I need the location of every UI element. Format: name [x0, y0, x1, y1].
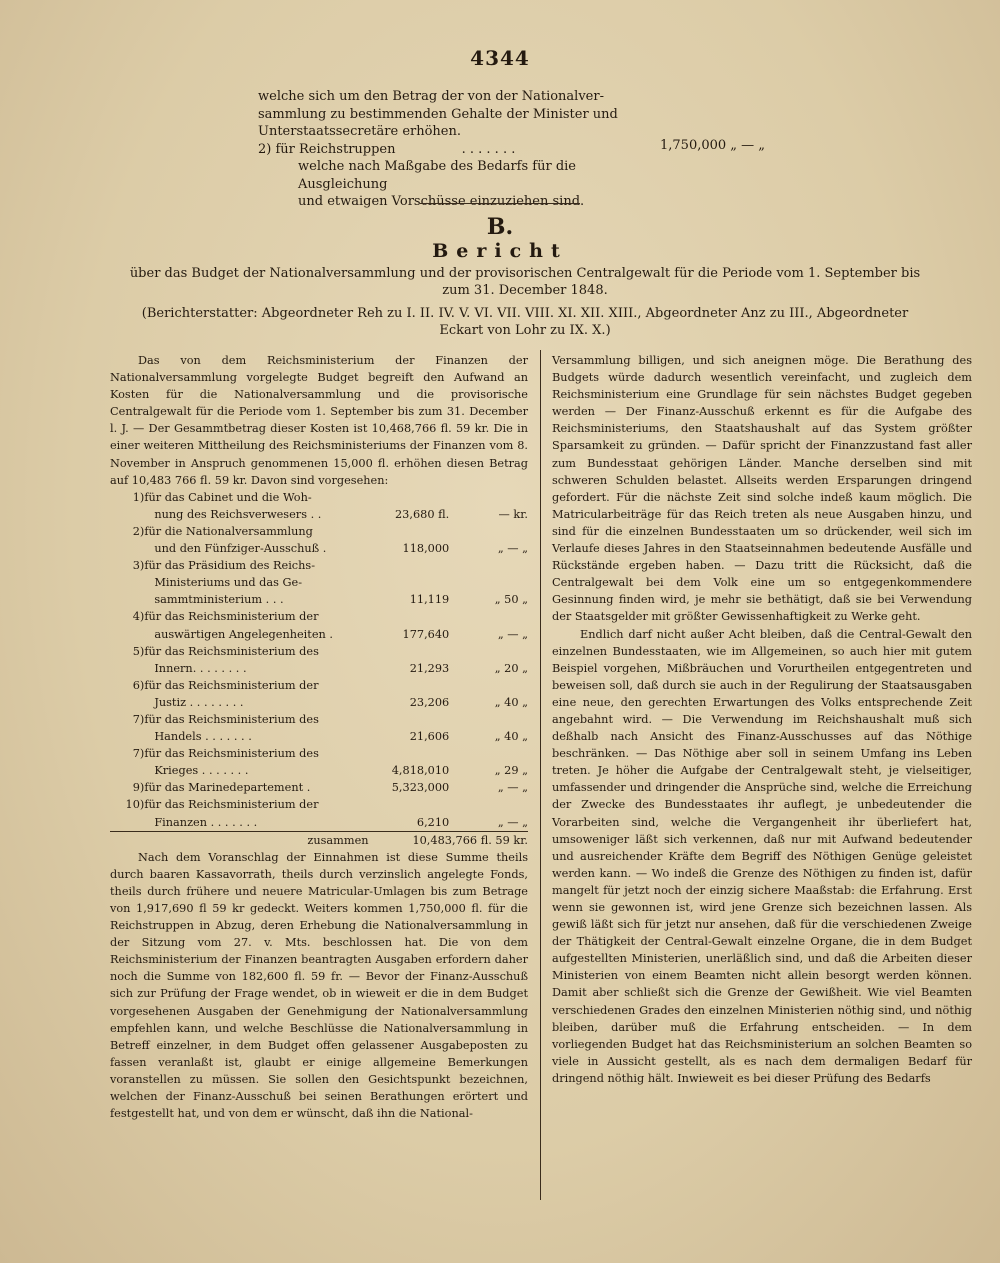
item-unit: „ 40 „ [494, 730, 528, 744]
item-amount: 23,206 [409, 695, 450, 709]
budget-item-row [110, 523, 528, 540]
column-divider [540, 350, 541, 1200]
item-number: 9) [132, 781, 145, 795]
right-paragraph: Endlich darf nicht außer Acht bleiben, daß die Central-Gewalt den einzelnen Bundesstaaten, wie im Allgemeinen, so auch hier mit gutem Beispiel vorgehen, Mißbräuchen und Vorurtheilen entgegentreten und beweisen soll, daß durch sie auch in der Regulirung der Staatsausgaben eine neue, den gerechten Erwartungen des Volks entsprechende Zeit angebahnt wird. — Die Verwendung im Reichshaushalt muß sich deßhalb nach Ansicht des Finanz-Ausschusses auf das Nöthige beschränken. — Das Nöthige aber soll in seinem Umfang ins Leben treten. Je höher die Aufgabe der Centralgewalt steht, je vielseitiger, umfassender und dringender die Ansprüche sind, welche die Erreichung der Zwecke des Bundesstaates ihr auflegt, je unbedeutender die Vorarbeiten sind, welche die Vergangenheit ihr überliefert hat, umsoweniger läßt sich verkennen, daß nur mit Aufwand bedeutender und ausreichender Kräfte dem Begriff des Nöthigen Genüge geleistet werden kann. — Wo indeß die Grenze des Nöthigen zu finden ist, dafür mangelt für jetzt noch der einzig sichere Maaßstab: die Erfahrung. Erst wenn sie gewonnen ist, wird jene Grenze sich bezeichnen lassen. Als gewiß läßt sich für jetzt nur ansehen, daß für die verschiedenen Zweige der Thätigkeit der Central-Gewalt einzelne Organe, die in dem Budget aufgestellten Ministerien, unerläßlich sind, und daß die Arbeiten dieser Ministerien von einem Beamten nicht allein besorgt werden können. Damit aber schließt sich die Grenze der Gewißheit. Wie viel Beamten verschiedenen Grades den einzelnen Ministerien nöthig sind, und nöthig bleiben, darüber muß die Erfahrung entscheiden. — In dem vorliegenden Budget hat das Reichsministerium an solchen Beamten so viele in Aussicht gestellt, als es nach dem dermaligen Bedarf für dringend nöthig hält. Inwieweit es bei dieser Prüfung des Bedarfs [552, 627, 972, 1085]
budget-item-row [110, 591, 528, 608]
item-amount: 21,606 [409, 730, 450, 744]
item-amount [379, 523, 450, 540]
item-label: Justiz . . . . . . . . [154, 695, 244, 709]
item-label: Ministeriums und das Ge- [154, 576, 303, 590]
item-number [110, 660, 144, 677]
item-label: Krieges . . . . . . . [154, 764, 249, 778]
item-unit [449, 574, 528, 591]
item-number [110, 728, 144, 745]
top-item2-label: 2) für Reichstruppen [258, 141, 396, 157]
subtitle-line: zum 31. December 1848. [442, 282, 608, 298]
item-number [110, 591, 144, 608]
item-unit [449, 677, 528, 694]
item-label: für das Marinedepartement . [144, 781, 311, 795]
item-number: 4) [132, 610, 145, 624]
item-unit: „ — „ [497, 542, 528, 556]
item-number: 5) [132, 644, 145, 658]
item-label: Handels . . . . . . . [154, 730, 252, 744]
budget-item-row [110, 540, 528, 557]
item-label: Innern. . . . . . . . [154, 661, 247, 675]
subtitle-line: über das Budget der Nationalversammlung und der provisorischen Centralgewalt für die Periode vom 1. September bis [129, 266, 921, 281]
top-line: Unterstaatssecretäre erhöhen. [258, 124, 461, 139]
item-number [110, 506, 144, 523]
budget-item-row [110, 762, 528, 779]
section-heading: Bericht [432, 240, 568, 262]
item-unit [449, 796, 528, 813]
item-amount [379, 677, 450, 694]
top-line: welche sich um den Betrag der von der Nationalver- [258, 89, 604, 104]
item-number: 7) [132, 712, 145, 726]
top-item2-amount: 1,750,000 „ — „ [660, 138, 766, 153]
item-label: nung des Reichsverwesers . . [154, 507, 322, 521]
item-label: für das Reichsministerium des [144, 644, 319, 658]
item-unit [449, 711, 528, 728]
budget-item-row [110, 694, 528, 711]
item-number [110, 814, 144, 832]
item-label: für das Reichsministerium des [144, 747, 319, 761]
item-number [110, 762, 144, 779]
budget-item-row [110, 660, 528, 677]
item-label: für das Cabinet und die Woh- [144, 490, 312, 504]
item-label: für das Reichsministerium der [144, 798, 319, 812]
item-amount: 21,293 [409, 661, 450, 675]
item-amount [379, 574, 450, 591]
item-label: sammtministerium . . . [154, 593, 284, 607]
item-label: für das Präsidium des Reichs- [144, 559, 316, 573]
item-unit [449, 523, 528, 540]
top-line: sammlung zu bestimmenden Gehalte der Minister und [258, 106, 618, 122]
item-amount: 6,210 [416, 815, 450, 829]
item-number: 7) [132, 747, 145, 761]
item-unit: „ 50 „ [494, 593, 528, 607]
item-amount: 177,640 [402, 627, 450, 641]
item-unit: „ 40 „ [494, 695, 528, 709]
item-number [110, 626, 144, 643]
budget-item-row [110, 711, 528, 728]
left-column [110, 352, 528, 1122]
item-amount [379, 711, 450, 728]
item-unit [449, 557, 528, 574]
item-unit [449, 745, 528, 762]
right-paragraph: Versammlung billigen, und sich aneignen möge. Die Berathung des Budgets würde dadurch wesentlich vereinfacht, und zugleich dem Reichsministerium eine Grundlage für sein nächstes Budget gegeben werden — Der Finanz-Ausschuß erkennt es für die Aufgabe des Reichsministeriums, den Staatshaushalt auf das System größter Sparsamkeit zu gründen. — Dafür spricht der Finanzzustand fast aller zum Bundesstaat gehörigen Länder. Manche derselben sind mit schweren Schulden belastet. Allseits werden Ersparungen dringend gefordert. Für die nächste Zeit sind solche indeß kaum möglich. Die Matricularbeiträge für das Reich treten als neue Ausgaben hinzu, und sind für die einzelnen Bundesstaaten um so drückender, weil sich im Verlaufe dieses Jahres in den Staatseinnahmen bedeutende Ausfälle und Rückstände ergeben haben. — Dazu tritt die Rücksicht, daß die Centralgewalt bei dem Volk eine um so entgegenkommendere Gesinnung finden wird, je mehr sie bethätigt, daß sie bei Verwendung der Staatsgelder mit größter Gewissenhaftigkeit zu Werke geht. [552, 354, 972, 624]
budget-item-row [110, 489, 528, 506]
sum-row [110, 831, 528, 849]
item-number: 10) [125, 798, 145, 812]
budget-item-row [110, 626, 528, 643]
item-amount [379, 557, 450, 574]
item-unit: „ — „ [497, 627, 528, 641]
item-unit [449, 608, 528, 625]
item-unit: „ — „ [497, 781, 528, 795]
item-amount: 118,000 [402, 542, 450, 556]
item-amount: 5,323,000 [391, 781, 450, 795]
item-amount: 4,818,010 [391, 764, 450, 778]
budget-table [110, 489, 528, 849]
top-line: welche nach Maßgabe des Bedarfs für die Ausgleichung [298, 159, 577, 192]
item-unit: „ 29 „ [494, 764, 528, 778]
item-unit [449, 643, 528, 660]
item-label: für das Reichsministerium der [144, 678, 319, 692]
item-label: für die Nationalversammlung [144, 524, 313, 538]
item-label: auswärtigen Angelegenheiten . [154, 627, 333, 641]
item-number: 3) [132, 559, 145, 573]
item-unit: „ 20 „ [494, 661, 528, 675]
item-amount [379, 796, 450, 813]
reporters [110, 306, 940, 339]
budget-item-row [110, 796, 528, 813]
page-number: 4344 [470, 46, 530, 70]
reporters-line: Eckart von Lohr zu IX. X.) [439, 322, 611, 338]
item-number: 1) [132, 490, 145, 504]
item-amount [379, 489, 450, 506]
section-subtitle [110, 266, 940, 299]
item-label: Finanzen . . . . . . . [154, 815, 258, 829]
item-number: 2) [132, 524, 145, 538]
item-number [110, 574, 144, 591]
item-amount: 11,119 [409, 593, 450, 607]
reporters-line: (Berichterstatter: Abgeordneter Reh zu I. II. IV. V. VI. VII. VIII. XI. XII. XIII., Abgeordneter Anz zu III., Abgeordneter [141, 306, 909, 321]
top-continuation [258, 88, 618, 211]
item-amount: 23,680 fl. [394, 507, 450, 521]
top-item2-dots: . . . . . . . [461, 141, 516, 157]
item-number [110, 540, 144, 557]
item-label: und den Fünfziger-Ausschuß . [154, 542, 327, 556]
item-label: für das Reichsministerium des [144, 712, 319, 726]
item-number: 6) [132, 678, 145, 692]
top-item-2 [258, 141, 618, 159]
budget-item-row [110, 643, 528, 660]
item-unit: — kr. [498, 507, 528, 521]
left-intro: Das von dem Reichsministerium der Finanzen der Nationalversammlung vorgelegte Budget begreift den Aufwand an Kosten für die Nationalversammlung und die provisorische Centralgewalt für die Periode vom 1. September bis zum 31. December l. J. — Der Gesammtbetrag dieser Kosten ist 10,468,766 fl. 59 kr. Die in einer weiteren Mittheilung des Reichsministeriums der Finanzen vom 8. November in Anspruch genommenen 15,000 fl. erhöhen diesen Betrag auf 10,483 766 fl. 59 kr. Davon sind vorgesehen: [110, 354, 528, 487]
right-column [552, 352, 972, 1087]
budget-item-row [110, 814, 528, 832]
top-line: und etwaigen Vorschüsse einzuziehen sind. [298, 194, 585, 209]
budget-item-row [110, 779, 528, 796]
budget-item-row [110, 506, 528, 523]
item-label: für das Reichsministerium der [144, 610, 319, 624]
budget-item-row [110, 745, 528, 762]
item-unit [449, 489, 528, 506]
budget-item-row [110, 574, 528, 591]
sum-amount: 10,483,766 fl. 59 kr. [379, 831, 528, 849]
item-amount [379, 643, 450, 660]
item-amount [379, 608, 450, 625]
sum-label: zusammen [144, 831, 378, 849]
left-paragraph: Nach dem Voranschlag der Einnahmen ist diese Summe theils durch baaren Kassavorrath, theils durch verzinslich angelegte Fonds, theils durch frühere und neuere Matricular-Umlagen bis zum Betrage von 1,917,690 fl 59 kr gedeckt. Weiters kommen 1,750,000 fl. für die Reichstruppen in Abzug, deren Erhebung die Nationalversammlung in der Sitzung vom 27. v. Mts. beschlossen hat. Die von dem Reichsministerium der Finanzen beantragten Ausgaben erfordern daher noch die Summe von 182,600 fl. 59 fr. — Bevor der Finanz-Ausschuß sich zur Prüfung der Frage wendet, ob in wieweit er die in dem Budget vorgesehenen Ausgaben der Genehmigung der Nationalversammlung empfehlen kann, und welche Beschlüsse die Nationalversammlung in Betreff einzelner, in dem Budget offen gelassener Ausgabeposten zu fassen veranlaßt ist, glaubt er einige allgemeine Bemerkungen voranstellen zu müssen. Sie sollen den Gesichtspunkt bezeichnen, welchen der Finanz-Ausschuß bei seinen Berathungen erörtert und festgestellt hat, und von dem er wünscht, daß ihn die National- [110, 850, 528, 1121]
budget-item-row [110, 677, 528, 694]
item-number [110, 694, 144, 711]
section-letter: B. [486, 214, 514, 240]
budget-item-row [110, 608, 528, 625]
item-unit: „ — „ [497, 815, 528, 829]
divider [420, 203, 580, 204]
item-amount [379, 745, 450, 762]
budget-item-row [110, 728, 528, 745]
budget-item-row [110, 557, 528, 574]
